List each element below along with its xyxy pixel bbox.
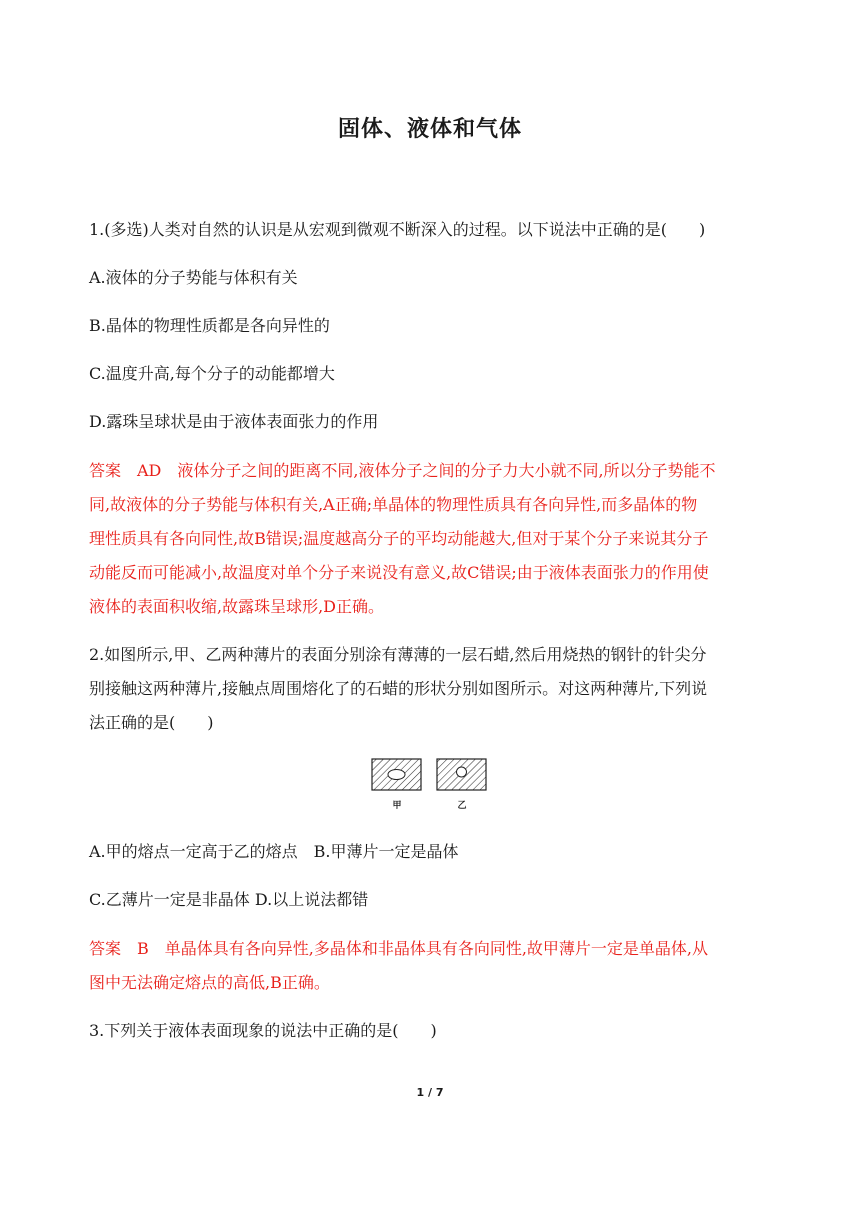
wax-melting-figure: [370, 758, 490, 818]
question-2-answer-line: 图中无法确定熔点的高低,B正确。: [89, 973, 330, 992]
page-number: 1 / 7: [416, 1086, 444, 1099]
question-1-option-b: B.晶体的物理性质都是各向异性的: [89, 316, 330, 335]
question-2-options-cd: C.乙薄片一定是非晶体 D.以上说法都错: [89, 890, 369, 909]
question-2-stem-line: 2.如图所示,甲、乙两种薄片的表面分别涂有薄薄的一层石蜡,然后用烧热的钢针的针尖分: [89, 645, 707, 664]
question-1-option-d: D.露珠呈球状是由于液体表面张力的作用: [89, 412, 379, 431]
question-1-answer-line: 动能反而可能减小,故温度对单个分子来说没有意义,故C错误;由于液体表面张力的作用使: [89, 563, 709, 582]
question-1-option-a: A.液体的分子势能与体积有关: [89, 268, 298, 287]
question-3-stem: 3.下列关于液体表面现象的说法中正确的是( ): [89, 1021, 437, 1040]
question-2-stem-line: 别接触这两种薄片,接触点周围熔化了的石蜡的形状分别如图所示。对这两种薄片,下列说: [89, 679, 708, 698]
plate-jia: [372, 759, 421, 790]
question-1-stem: 1.(多选)人类对自然的认识是从宏观到微观不断深入的过程。以下说法中正确的是( ): [89, 220, 706, 239]
question-1-answer-line: 理性质具有各向同性,故B错误;温度越高分子的平均动能越大,但对于某个分子来说其分子: [89, 529, 709, 548]
question-1-answer-line: 液体的表面积收缩,故露珠呈球形,D正确。: [89, 597, 385, 616]
question-2-answer-line: 答案 B 单晶体具有各向异性,多晶体和非晶体具有各向同性,故甲薄片一定是单晶体,从: [89, 939, 709, 958]
page-title: 固体、液体和气体: [337, 117, 522, 142]
question-2-stem-line: 法正确的是( ): [89, 713, 214, 732]
wax-ellipse-shape: [388, 770, 405, 780]
figure-label-jia: 甲: [392, 801, 402, 811]
question-1-answer-line: 同,故液体的分子势能与体积有关,A正确;单晶体的物理性质具有各向异性,而多晶体的物: [89, 495, 698, 514]
plate-yi: [437, 759, 486, 790]
question-1-option-c: C.温度升高,每个分子的动能都增大: [89, 364, 335, 383]
figure-label-yi: 乙: [457, 801, 467, 811]
wax-circle-shape: [457, 767, 467, 777]
question-1-answer-line: 答案 AD 液体分子之间的距离不同,液体分子之间的分子力大小就不同,所以分子势能不: [89, 461, 716, 480]
question-2-options-ab: A.甲的熔点一定高于乙的熔点 B.甲薄片一定是晶体: [89, 842, 459, 861]
